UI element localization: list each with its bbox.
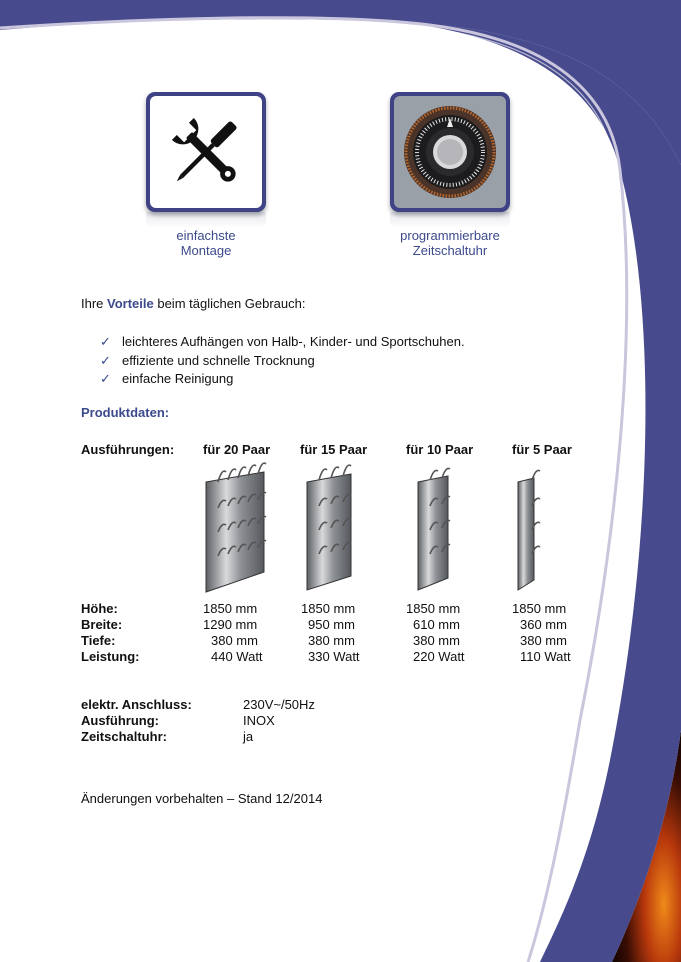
tools-icon <box>150 96 262 208</box>
spec-value: 380 mm <box>211 633 258 648</box>
checkmark-icon: ✓ <box>100 371 111 386</box>
tools-icon-box <box>146 92 266 212</box>
spec-value: 380 mm <box>308 633 355 648</box>
benefit-text: effiziente und schnelle Trocknung <box>122 352 315 368</box>
feature-label <box>387 228 513 258</box>
product-image-10 <box>414 462 466 596</box>
checkmark-icon: ✓ <box>100 334 111 349</box>
spec-value: 110 Watt <box>520 649 571 664</box>
spec-value: 360 mm <box>520 617 567 632</box>
feature-label-line1: einfachste <box>176 228 236 243</box>
extra-spec-label: Zeitschaltuhr: <box>81 729 167 744</box>
intro-text <box>81 296 306 311</box>
checkmark-icon: ✓ <box>100 352 111 368</box>
section-title-produktdaten: Produktdaten: <box>81 405 170 420</box>
spec-value: 950 mm <box>308 617 355 632</box>
feature-label <box>143 228 269 258</box>
extra-spec-value: 230V~/50Hz <box>243 697 315 712</box>
footer-note: Änderungen vorbehalten – Stand 12/2014 <box>81 791 323 806</box>
variants-label: Ausführungen: <box>81 442 175 457</box>
list-item <box>100 370 465 389</box>
product-image-20 <box>202 460 278 596</box>
intro-prefix: Ihre <box>81 296 108 311</box>
spec-value: 1850 mm <box>512 601 567 616</box>
spec-value: 1850 mm <box>301 601 356 616</box>
spec-label-tiefe: Tiefe: <box>81 633 116 648</box>
variant-heading: für 10 Paar <box>406 442 474 457</box>
spec-value: 1290 mm <box>203 617 258 632</box>
spec-label-hoehe: Höhe: <box>81 601 118 616</box>
benefit-text: einfache Reinigung <box>122 371 234 386</box>
extra-spec-value: INOX <box>243 713 275 728</box>
spec-value: 380 mm <box>520 633 567 648</box>
spec-value: 330 Watt <box>308 649 360 664</box>
spec-label-breite: Breite: <box>81 617 123 632</box>
feature-timer <box>387 92 513 258</box>
spec-value: 1850 mm <box>406 601 461 616</box>
product-image-15 <box>303 460 365 596</box>
feature-label-line1: programmierbare <box>400 228 500 243</box>
extra-spec-label: elektr. Anschluss: <box>81 697 192 712</box>
spec-value: 380 mm <box>413 633 460 648</box>
feature-label-line2: Zeitschaltuhr <box>412 243 488 258</box>
timer-icon-reflection <box>390 212 510 228</box>
feature-montage <box>143 92 269 258</box>
list-item <box>100 333 465 352</box>
timer-icon-box <box>390 92 510 212</box>
timer-icon <box>394 96 506 208</box>
spec-label-leistung: Leistung: <box>81 649 140 664</box>
spec-value: 440 Watt <box>211 649 263 664</box>
list-item <box>100 352 465 371</box>
intro-highlight: Vorteile <box>107 296 154 311</box>
variant-heading: für 15 Paar <box>300 442 368 457</box>
feature-label-line2: Montage <box>180 243 232 258</box>
benefit-list <box>100 333 465 389</box>
product-image-5 <box>514 464 556 596</box>
spec-value: 610 mm <box>413 617 460 632</box>
extra-spec-label: Ausführung: <box>81 713 159 728</box>
variant-heading: für 5 Paar <box>512 442 572 457</box>
spec-value: 1850 mm <box>203 601 258 616</box>
tools-icon-reflection <box>146 212 266 228</box>
intro-suffix: beim täglichen Gebrauch: <box>153 296 306 311</box>
spec-value: 220 Watt <box>413 649 465 664</box>
extra-spec-value: ja <box>243 729 254 744</box>
benefit-text: leichteres Aufhängen von Halb-, Kinder- und Sportschuhen. <box>122 334 465 349</box>
variant-heading: für 20 Paar <box>203 442 271 457</box>
